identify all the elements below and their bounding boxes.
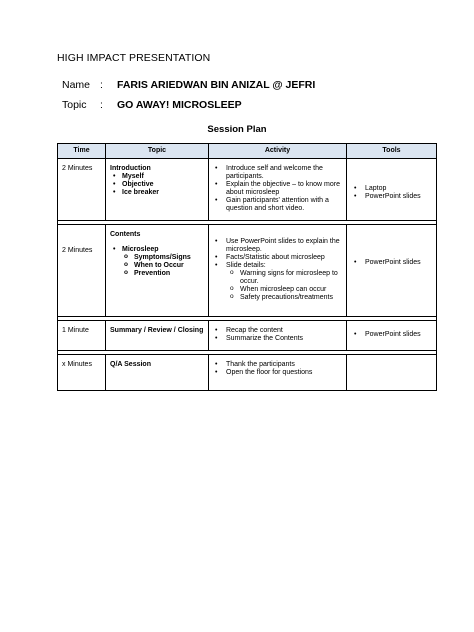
list-item: • Summarize the Contents [213, 335, 342, 343]
table-row [58, 321, 437, 351]
tools-cell [347, 225, 437, 317]
name-label: Name [62, 79, 91, 91]
list-item: o Warning signs for microsleep to occur. [228, 270, 342, 286]
document-title: HIGH IMPACT PRESENTATION [57, 52, 211, 64]
list-item: o When to Occur [122, 262, 204, 270]
time-value: 2 Minutes [62, 247, 93, 254]
topic-list [110, 173, 204, 197]
list-item: • Ice breaker [110, 189, 204, 197]
topic-sublist [122, 254, 204, 278]
time-cell: 2 Minutes [58, 159, 106, 221]
name-colon: : [100, 79, 103, 91]
name-value: FARIS ARIEDWAN BIN ANIZAL @ JEFRI [117, 79, 316, 91]
tools-list [351, 331, 432, 339]
list-item: o Symptoms/Signs [122, 254, 204, 262]
activity-cell [209, 159, 347, 221]
table-row [58, 225, 437, 317]
tools-cell [347, 321, 437, 351]
list-item: • Facts/Statistic about microsleep [213, 254, 342, 262]
list-item: • Use PowerPoint slides to explain the microsleep. [213, 238, 342, 254]
header-activity: Activity [209, 144, 347, 159]
topic-value: GO AWAY! MICROSLEEP [117, 99, 242, 111]
session-plan-title: Session Plan [207, 124, 267, 135]
activity-list [213, 238, 342, 302]
list-item: o Prevention [122, 270, 204, 278]
topic-title: Contents [110, 231, 141, 238]
list-item [213, 262, 342, 302]
list-item: • Myself [110, 173, 204, 181]
activity-list [213, 165, 342, 213]
list-item: • Open the floor for questions [213, 369, 342, 377]
list-item: • Introduce self and welcome the participants. [213, 165, 342, 181]
time-cell [58, 225, 106, 317]
list-item: o Safety precautions/treatments [228, 294, 342, 302]
activity-item-label: Slide details: [226, 262, 266, 269]
tools-list [351, 259, 432, 267]
topic-cell: Q/A Session [106, 355, 209, 391]
header-tools: Tools [347, 144, 437, 159]
list-item: • PowerPoint slides [351, 259, 432, 267]
list-item [110, 246, 204, 278]
tools-list [351, 185, 432, 201]
session-plan-table [57, 143, 437, 391]
topic-cell [106, 159, 209, 221]
header-time: Time [58, 144, 106, 159]
time-cell: 1 Minute [58, 321, 106, 351]
table-row [58, 159, 437, 221]
list-item: • PowerPoint slides [351, 193, 432, 201]
list-item: • Recap the content [213, 327, 342, 335]
list-item: • Laptop [351, 185, 432, 193]
table-header-row [58, 144, 437, 159]
list-item: • Explain the objective – to know more about microsleep [213, 181, 342, 197]
topic-cell [106, 225, 209, 317]
list-item: • Thank the participants [213, 361, 342, 369]
list-item: o When microsleep can occur [228, 286, 342, 294]
time-cell: x Minutes [58, 355, 106, 391]
list-item: • PowerPoint slides [351, 331, 432, 339]
tools-cell [347, 159, 437, 221]
header-topic: Topic [106, 144, 209, 159]
topic-cell: Summary / Review / Closing [106, 321, 209, 351]
activity-list [213, 327, 342, 343]
tools-cell [347, 355, 437, 391]
list-item: • Objective [110, 181, 204, 189]
activity-sublist [228, 270, 342, 302]
list-item: • Gain participants' attention with a question and short video. [213, 197, 342, 213]
table-row [58, 355, 437, 391]
topic-title: Introduction [110, 165, 151, 172]
topic-colon: : [100, 99, 103, 111]
activity-cell [209, 225, 347, 317]
topic-label: Topic [62, 99, 87, 111]
activity-cell [209, 355, 347, 391]
activity-list [213, 361, 342, 377]
topic-list [110, 246, 204, 278]
topic-item-label: Microsleep [122, 246, 159, 253]
activity-cell [209, 321, 347, 351]
